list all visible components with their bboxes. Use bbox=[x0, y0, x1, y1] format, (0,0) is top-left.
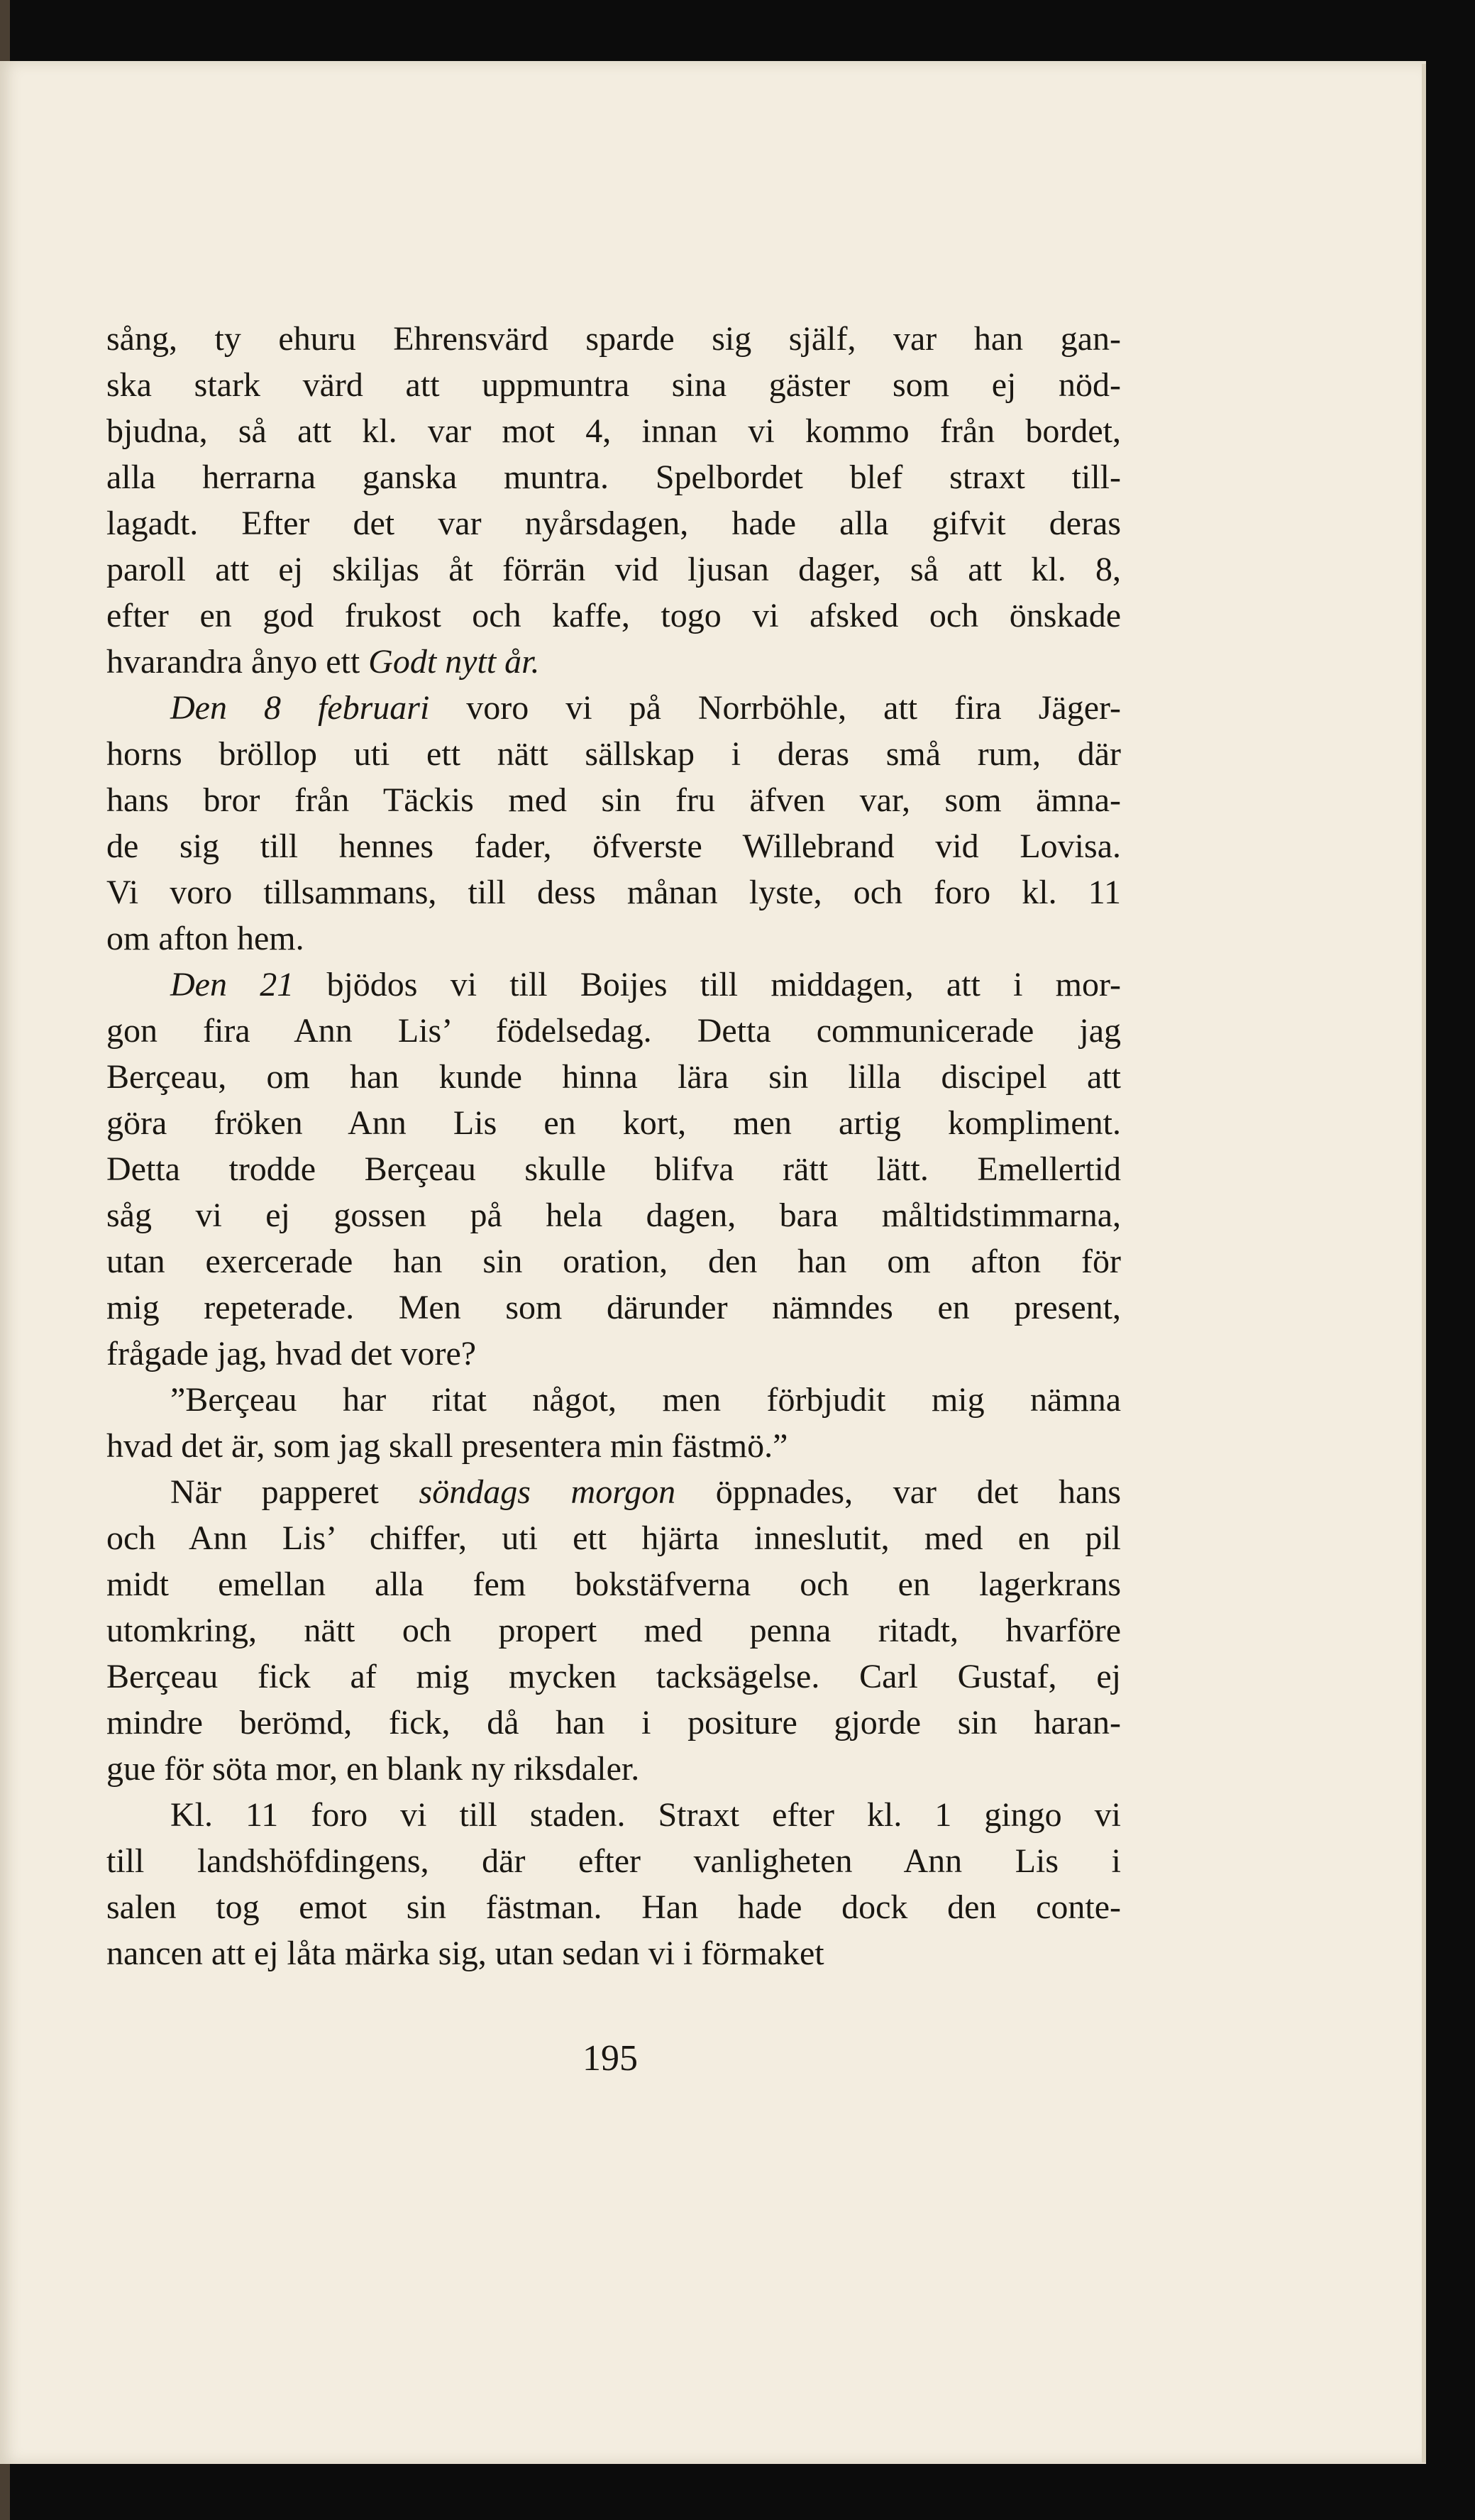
text-line bbox=[106, 1469, 1121, 1515]
text-line bbox=[106, 869, 1121, 915]
text-segment: ska stark värd att uppmuntra sina gäster som ej nöd- bbox=[106, 366, 1121, 404]
text-segment: Berçeau, om han kunde hinna lära sin lilla discipel att bbox=[106, 1058, 1121, 1096]
text-line bbox=[106, 685, 1121, 731]
text-segment: de sig till hennes fader, öfverste Willebrand vid Lovisa. bbox=[106, 827, 1121, 865]
italic-text: söndags morgon bbox=[419, 1473, 676, 1511]
text-segment: frågade jag, hvad det vore? bbox=[106, 1335, 477, 1372]
text-line bbox=[106, 1700, 1121, 1746]
text-line bbox=[106, 1561, 1121, 1607]
text-line bbox=[106, 408, 1121, 454]
text-segment: Kl. 11 foro vi till staden. Straxt efter kl. 1 gingo vi bbox=[170, 1796, 1121, 1834]
text-line bbox=[106, 915, 1121, 962]
text-segment: göra fröken Ann Lis en kort, men artig kompliment. bbox=[106, 1104, 1121, 1142]
text-segment: hans bror från Täckis med sin fru äfven var, som ämna- bbox=[106, 781, 1121, 819]
text-line bbox=[106, 731, 1121, 777]
text-line bbox=[106, 1377, 1121, 1423]
italic-text: Den 21 bbox=[170, 966, 294, 1003]
text-line bbox=[106, 1515, 1121, 1561]
text-segment: utan exercerade han sin oration, den han om afton för bbox=[106, 1243, 1121, 1280]
page-edge bbox=[1422, 64, 1426, 2463]
text-line bbox=[106, 1746, 1121, 1792]
text-line bbox=[106, 1100, 1121, 1146]
text-line bbox=[106, 777, 1121, 823]
text-segment: gon fira Ann Lis’ födelsedag. Detta communicerade jag bbox=[106, 1012, 1121, 1050]
text-segment: utomkring, nätt och propert med penna ritadt, hvarföre bbox=[106, 1612, 1121, 1649]
text-segment: mindre berömd, fick, då han i positure gjorde sin haran- bbox=[106, 1704, 1121, 1742]
text-line bbox=[106, 1146, 1121, 1192]
text-segment: och Ann Lis’ chiffer, uti ett hjärta inneslutit, med en pil bbox=[106, 1519, 1121, 1557]
text-segment: Vi voro tillsammans, till dess månan lyste, och foro kl. 11 bbox=[106, 874, 1121, 911]
text-line bbox=[106, 1423, 1121, 1469]
text-segment: Detta trodde Berçeau skulle blifva rätt lätt. Emellertid bbox=[106, 1150, 1121, 1188]
text-segment: sång, ty ehuru Ehrensvärd sparde sig själf, var han gan- bbox=[106, 320, 1121, 358]
text-segment: Berçeau fick af mig mycken tacksägelse. Carl Gustaf, ej bbox=[106, 1658, 1121, 1695]
text-line bbox=[106, 500, 1121, 546]
text-segment: lagadt. Efter det var nyårsdagen, hade alla gifvit deras bbox=[106, 505, 1121, 542]
text-segment: såg vi ej gossen på hela dagen, bara måltidstimmarna, bbox=[106, 1196, 1121, 1234]
text-segment: öppnades, var det hans bbox=[675, 1473, 1122, 1511]
page-number: 195 bbox=[582, 2038, 638, 2079]
italic-text: Godt nytt år. bbox=[368, 643, 540, 681]
text-line bbox=[106, 1331, 1121, 1377]
text-segment: om afton hem. bbox=[106, 920, 304, 957]
italic-text: Den 8 februari bbox=[170, 689, 430, 727]
text-segment: till landshöfdingens, där efter vanligheten Ann Lis i bbox=[106, 1842, 1121, 1880]
text-line bbox=[106, 1792, 1121, 1838]
text-segment: horns bröllop uti ett nätt sällskap i deras små rum, där bbox=[106, 735, 1121, 773]
text-line bbox=[106, 1008, 1121, 1054]
text-segment: bjödos vi till Boijes till middagen, att i mor- bbox=[294, 966, 1122, 1003]
text-segment: ”Berçeau har ritat något, men förbjudit mig nämna bbox=[170, 1381, 1121, 1419]
text-segment: gue för söta mor, en blank ny riksdaler. bbox=[106, 1750, 640, 1788]
text-line bbox=[106, 1884, 1121, 1930]
text-segment: mig repeterade. Men som därunder nämndes en present, bbox=[106, 1289, 1121, 1326]
text-segment: hvad det är, som jag skall presentera min fästmö.” bbox=[106, 1427, 788, 1465]
text-line bbox=[106, 1838, 1121, 1884]
text-segment: paroll att ej skiljas åt förrän vid ljusan dager, så att kl. 8, bbox=[106, 551, 1121, 588]
text-line bbox=[106, 962, 1121, 1008]
text-line bbox=[106, 1284, 1121, 1331]
text-segment: salen tog emot sin fästman. Han hade dock den conte- bbox=[106, 1888, 1121, 1926]
text-line bbox=[106, 1054, 1121, 1100]
text-segment: midt emellan alla fem bokstäfverna och en lagerkrans bbox=[106, 1566, 1121, 1603]
text-line bbox=[106, 1192, 1121, 1238]
text-line bbox=[106, 593, 1121, 639]
text-line bbox=[106, 546, 1121, 593]
text-segment: efter en god frukost och kaffe, togo vi afsked och önskade bbox=[106, 597, 1121, 634]
text-line bbox=[106, 362, 1121, 408]
text-line bbox=[106, 1607, 1121, 1654]
text-line bbox=[106, 316, 1121, 362]
text-segment: voro vi på Norrböhle, att fira Jäger- bbox=[429, 689, 1122, 727]
text-line bbox=[106, 1930, 1121, 1976]
text-segment: nancen att ej låta märka sig, utan sedan vi i förmaket bbox=[106, 1935, 824, 1972]
text-line bbox=[106, 639, 1121, 685]
text-segment: När papperet bbox=[170, 1473, 419, 1511]
text-line bbox=[106, 1654, 1121, 1700]
body-text bbox=[106, 316, 1121, 1976]
text-segment: hvarandra ånyo ett bbox=[106, 643, 369, 681]
text-segment: bjudna, så att kl. var mot 4, innan vi kommo från bordet, bbox=[106, 412, 1121, 450]
text-segment: alla herrarna ganska muntra. Spelbordet blef straxt till- bbox=[106, 458, 1121, 496]
text-line bbox=[106, 823, 1121, 869]
text-line bbox=[106, 454, 1121, 500]
text-line bbox=[106, 1238, 1121, 1284]
